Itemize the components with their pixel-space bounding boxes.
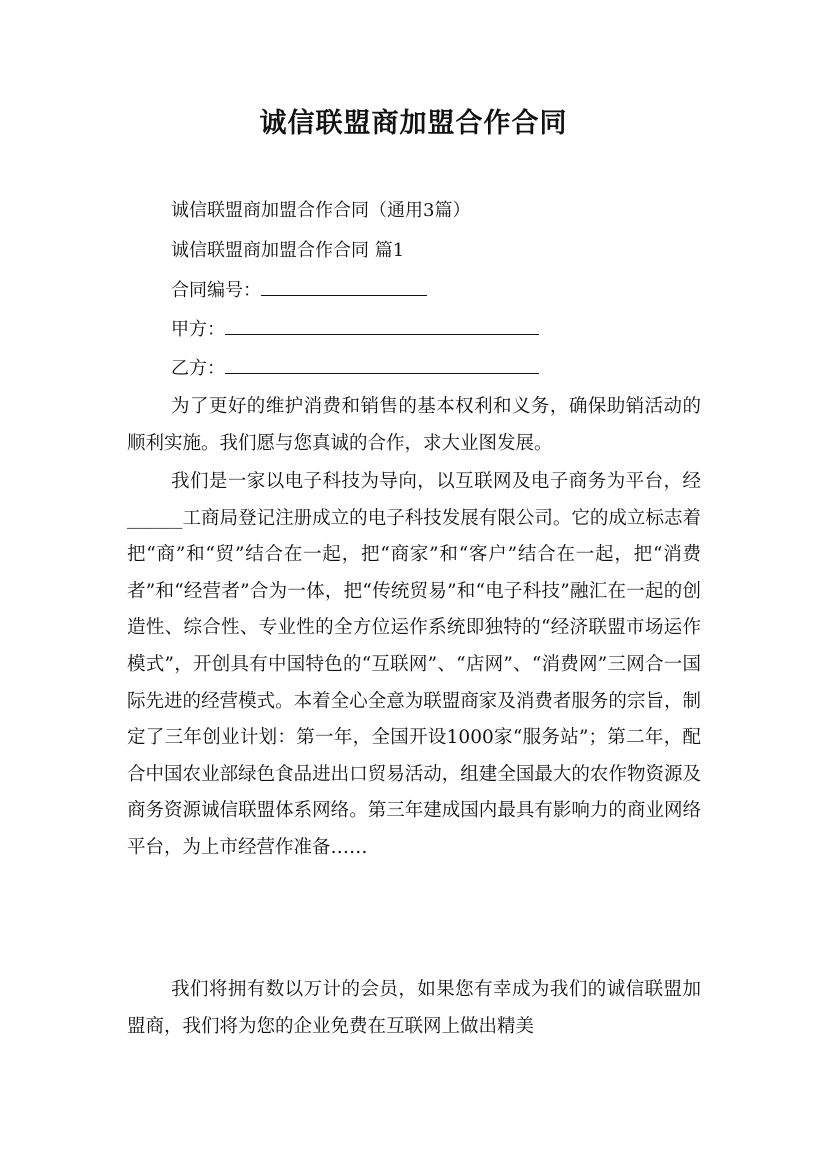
party-b-label: 乙方： (171, 358, 225, 379)
party-a-blank (225, 314, 539, 335)
part-subtitle: 诚信联盟商加盟合作合同 篇1 (171, 240, 405, 261)
party-b-line (171, 353, 539, 384)
paragraph-1: 为了更好的维护消费和销售的基本权利和义务，确保助销活动的顺利实施。我们愿与您真诚的合作，求大业图发展。 (127, 396, 701, 454)
contract-number-blank (261, 275, 427, 296)
contract-number-line (171, 275, 427, 306)
party-a-line (171, 314, 539, 345)
contract-number-label: 合同编号： (171, 280, 261, 301)
party-b-blank (225, 353, 539, 374)
collection-subtitle: 诚信联盟商加盟合作合同（通用3篇） (171, 200, 471, 221)
party-a-label: 甲方： (171, 319, 225, 340)
paragraph-2: 我们是一家以电子科技为导向，以互联网及电子商务为平台，经______工商局登记注册成立的电子科技发展有限公司。它的成立标志着把“商”和“贸”结合在一起，把“商家”和“客户”结合在一起，把“消费者”和“经营者”合为一体，把“传统贸易”和“电子科技”融汇在一起的创造性、综合性、专业性的全方位运作系统即独特的“经济联盟市场运作模式”，开创具有中国特色的“互联网”、“店网”、“消费网”三网合一国际先进的经营模式。本着全心全意为联盟商家及消费者服务的宗旨，制定了三年创业计划：第一年，全国开设1000家“服务站”；第二年，配合中国农业部绿色食品进出口贸易活动，组建全国最大的农作物资源及商务资源诚信联盟体系网络。第三年建成国内最具有影响力的商业网络平台，为上市经营作准备…… (127, 471, 701, 858)
document-title: 诚信联盟商加盟合作合同 (259, 108, 568, 139)
paragraph-3: 我们将拥有数以万计的会员，如果您有幸成为我们的诚信联盟加盟商，我们将为您的企业免费在互联网上做出精美 (127, 979, 701, 1037)
